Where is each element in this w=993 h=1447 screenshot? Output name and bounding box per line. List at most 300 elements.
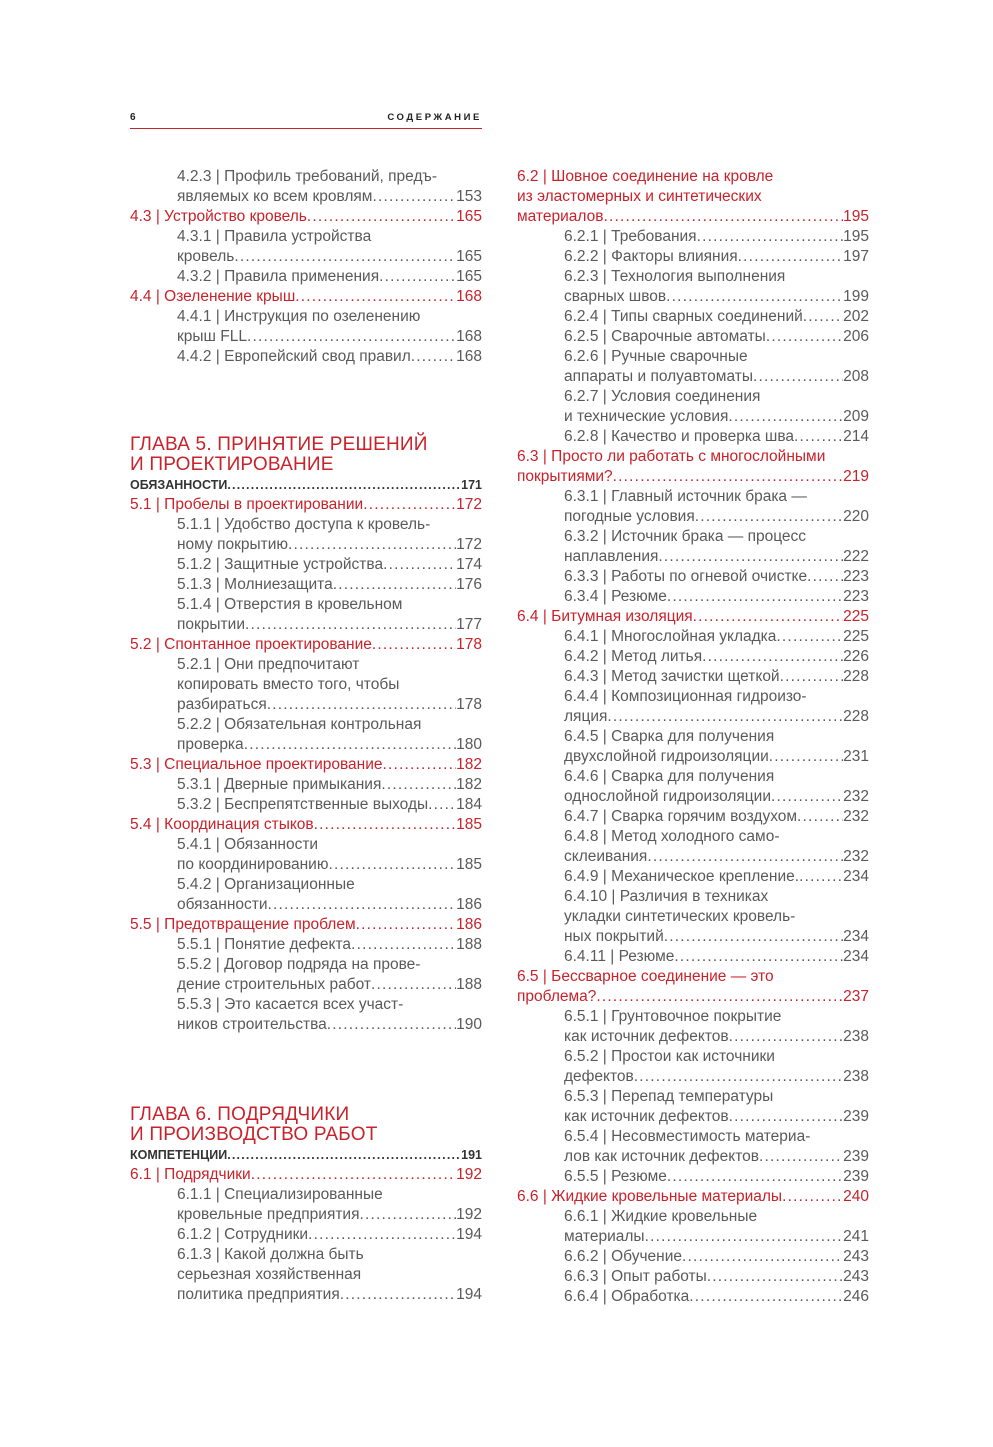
page-ref: 188 — [456, 936, 482, 953]
toc-subsection-entry[interactable] — [517, 1207, 869, 1247]
entry-title-line: 6.3.1 | Главный источник брака — — [564, 488, 807, 505]
toc-caption-entry[interactable] — [130, 475, 482, 495]
entry-title: 4.3 | Устройство кровель — [130, 208, 307, 225]
dot-leader — [697, 227, 844, 247]
toc-section-entry[interactable] — [130, 915, 482, 935]
entry-title: КОМПЕТЕНЦИИ — [130, 1148, 228, 1162]
entry-title: покрытии — [177, 616, 245, 633]
toc-block-chapter6-cont — [517, 167, 869, 1307]
entry-title: 6.3.4 | Резюме — [564, 588, 667, 605]
page-ref: 195 — [843, 228, 869, 245]
toc-subsection-entry[interactable] — [517, 1287, 869, 1307]
dot-leader — [381, 775, 456, 795]
dot-leader — [288, 535, 456, 555]
toc-subsection-entry[interactable] — [130, 795, 482, 815]
entry-title-line: 6.5 | Бессварное соединение — это — [517, 968, 774, 985]
entry-title: обязанности — [177, 896, 268, 913]
dot-leader — [314, 815, 456, 835]
entry-title-line: 5.5.2 | Договор подряда на прове- — [177, 956, 421, 973]
dot-leader — [360, 1205, 457, 1225]
dot-leader — [372, 635, 456, 655]
chapter-5-title — [130, 435, 482, 475]
entry-title-line: 6.3.2 | Источник брака — процесс — [564, 528, 807, 545]
entry-title: ляция — [564, 708, 608, 725]
entry-title-line: 6.6.1 | Жидкие кровельные — [564, 1208, 758, 1225]
page-ref: 188 — [456, 976, 482, 993]
entry-title: 6.6.2 | Обучение — [564, 1248, 682, 1265]
entry-title: 6.6 | Жидкие кровельные материалы — [517, 1188, 783, 1205]
entry-title-line: из эластомерных и синтетических — [517, 188, 762, 205]
page-ref: 243 — [843, 1248, 869, 1265]
page-ref: 165 — [456, 208, 482, 225]
dot-leader — [234, 247, 456, 267]
chapter-title-line: ГЛАВА 5. ПРИНЯТИЕ РЕШЕНИЙ — [130, 434, 428, 455]
toc-subsection-entry[interactable] — [517, 387, 869, 427]
dot-leader — [307, 207, 456, 227]
entry-title: 6.2.8 | Качество и проверка шва — [564, 428, 795, 445]
dot-leader — [759, 1147, 843, 1167]
page-ref: 228 — [843, 668, 869, 685]
page-ref: 180 — [456, 736, 482, 753]
toc-subsection-entry[interactable] — [517, 527, 869, 567]
entry-title-line: 4.2.3 | Профиль требований, предъ- — [177, 168, 438, 185]
dot-leader — [693, 607, 843, 627]
dot-leader — [771, 787, 843, 807]
page-number: 6 — [130, 112, 136, 123]
chapter-title-line: И ПРОЕКТИРОВАНИЕ — [130, 454, 334, 475]
entry-title-line: 6.5.1 | Грунтовочное покрытие — [564, 1008, 782, 1025]
chapter-title-line: И ПРОИЗВОДСТВО РАБОТ — [130, 1124, 378, 1145]
entry-title: 6.1 | Подрядчики — [130, 1166, 251, 1183]
entry-title-line: 4.3.1 | Правила устройства — [177, 228, 372, 245]
dot-leader — [308, 1225, 456, 1245]
dot-leader — [666, 287, 843, 307]
page-ref: 185 — [456, 816, 482, 833]
entry-title: крыш FLL — [177, 328, 247, 345]
toc-subsection-entry[interactable] — [130, 955, 482, 995]
page-ref: 174 — [456, 556, 482, 573]
toc-subsection-entry[interactable] — [517, 247, 869, 267]
toc-subsection-entry[interactable] — [517, 567, 869, 587]
toc-subsection-entry[interactable] — [517, 487, 869, 527]
dot-leader — [363, 495, 456, 515]
page-ref: 208 — [843, 368, 869, 385]
toc-subsection-entry[interactable] — [130, 835, 482, 875]
entry-title-line: 6.2.6 | Ручные сварочные — [564, 348, 748, 365]
toc-subsection-entry[interactable] — [517, 867, 869, 887]
dot-leader — [603, 207, 843, 227]
entry-title: 6.3.3 | Работы по огневой очистке — [564, 568, 808, 585]
page-ref: 226 — [843, 648, 869, 665]
toc-subsection-entry[interactable] — [130, 1185, 482, 1225]
page-ref: 191 — [461, 1148, 482, 1162]
page-ref: 239 — [843, 1108, 869, 1125]
dot-leader — [695, 507, 843, 527]
dot-leader — [428, 795, 456, 815]
toc-subsection-entry[interactable] — [517, 307, 869, 327]
dot-leader — [356, 915, 457, 935]
entry-title: проблема? — [517, 988, 597, 1005]
toc-subsection-entry[interactable] — [517, 227, 869, 247]
page-ref: 223 — [843, 568, 869, 585]
toc-subsection-entry[interactable] — [517, 1267, 869, 1287]
dot-leader — [766, 327, 843, 347]
page-ref: 239 — [843, 1168, 869, 1185]
page-ref: 186 — [456, 916, 482, 933]
entry-title: являемых ко всем кровлям — [177, 188, 373, 205]
page-ref: 153 — [456, 188, 482, 205]
entry-title-line: 5.5.3 | Это касается всех участ- — [177, 996, 404, 1013]
entry-title: 6.2.2 | Факторы влияния — [564, 248, 738, 265]
toc-subsection-entry[interactable] — [130, 267, 482, 287]
page-ref: 177 — [456, 616, 482, 633]
toc-subsection-entry[interactable] — [130, 1225, 482, 1245]
page-ref: 237 — [843, 988, 869, 1005]
dot-leader — [607, 707, 843, 727]
entry-title-line: копировать вместо того, чтобы — [177, 676, 400, 693]
entry-title: и технические условия — [564, 408, 729, 425]
page-ref: 190 — [456, 1016, 482, 1033]
toc-section-entry[interactable] — [517, 447, 869, 487]
toc-subsection-entry[interactable] — [130, 775, 482, 795]
entry-title: материалов — [517, 208, 604, 225]
dot-leader — [268, 895, 457, 915]
page-ref: 195 — [843, 208, 869, 225]
entry-title: наплавления — [564, 548, 659, 565]
entry-title: 6.4.7 | Сварка горячим воздухом — [564, 808, 798, 825]
dot-leader — [782, 1187, 843, 1207]
entry-title-line: серьезная хозяйственная — [177, 1266, 362, 1283]
chapter-6-title — [130, 1105, 482, 1145]
dot-leader — [689, 1287, 843, 1307]
entry-title: как источник дефектов — [564, 1108, 729, 1125]
entry-title: 5.1.3 | Молниезащита — [177, 576, 333, 593]
dot-leader — [776, 627, 843, 647]
toc-subsection-entry[interactable] — [517, 687, 869, 727]
page-ref: 232 — [843, 788, 869, 805]
dot-leader — [327, 1015, 456, 1035]
toc-subsection-entry[interactable] — [517, 1127, 869, 1167]
toc-subsection-entry[interactable] — [130, 715, 482, 755]
entry-title-line: 6.4.4 | Композиционная гидроизо- — [564, 688, 807, 705]
page-ref: 178 — [456, 636, 482, 653]
entry-title: 6.4.9 | Механическое крепление. — [564, 868, 800, 885]
entry-title: 6.2.5 | Сварочные автоматы — [564, 328, 766, 345]
page-ref: 178 — [456, 696, 482, 713]
page-ref: 171 — [461, 478, 482, 492]
entry-title: дение строительных работ — [177, 976, 371, 993]
toc-subsection-entry[interactable] — [517, 947, 869, 967]
dot-leader — [227, 1145, 461, 1165]
entry-title-line: 6.2.7 | Условия соединения — [564, 388, 761, 405]
entry-title: однослойной гидроизоляции — [564, 788, 771, 805]
entry-title: лов как источник дефектов — [564, 1148, 759, 1165]
page-ref: 223 — [843, 588, 869, 605]
toc-subsection-entry[interactable] — [130, 515, 482, 555]
entry-title-line: 6.4.8 | Метод холодного само- — [564, 828, 780, 845]
page-ref: 239 — [843, 1148, 869, 1165]
page-ref: 220 — [843, 508, 869, 525]
entry-title: как источник дефектов — [564, 1028, 729, 1045]
toc-subsection-entry[interactable] — [517, 1247, 869, 1267]
entry-title: ников строительства — [177, 1016, 327, 1033]
entry-title-line: 6.4.5 | Сварка для получения — [564, 728, 775, 745]
page-ref: 234 — [843, 928, 869, 945]
dot-leader — [379, 267, 456, 287]
entry-title-line: 6.5.4 | Несовместимость материа- — [564, 1128, 811, 1145]
page-ref: 194 — [456, 1286, 482, 1303]
dot-leader — [613, 467, 843, 487]
entry-title: 6.1.2 | Сотрудники — [177, 1226, 309, 1243]
toc-subsection-entry[interactable] — [517, 887, 869, 947]
toc-block-chapter4-tail — [130, 167, 482, 367]
entry-title: 4.3.2 | Правила применения — [177, 268, 380, 285]
page-ref: 202 — [843, 308, 869, 325]
toc-section-entry[interactable] — [130, 635, 482, 655]
entry-title-line: 6.1.3 | Какой должна быть — [177, 1246, 364, 1263]
page-ref: 238 — [843, 1028, 869, 1045]
toc-subsection-entry[interactable] — [130, 595, 482, 635]
entry-title-line: 5.1.1 | Удобство доступа к кровель- — [177, 516, 431, 533]
page-ref: 225 — [843, 628, 869, 645]
entry-title: разбираться — [177, 696, 267, 713]
dot-leader — [707, 1267, 843, 1287]
page-ref: 222 — [843, 548, 869, 565]
dot-leader — [728, 407, 843, 427]
entry-title: 6.4.2 | Метод литья — [564, 648, 703, 665]
page-ref: 246 — [843, 1288, 869, 1305]
entry-title: ОБЯЗАННОСТИ — [130, 478, 228, 492]
entry-title-line: укладки синтетических кровель- — [564, 908, 796, 925]
toc-subsection-entry[interactable] — [517, 667, 869, 687]
entry-title-line: 6.5.2 | Простои как источники — [564, 1048, 775, 1065]
toc-caption-entry[interactable] — [130, 1145, 482, 1165]
entry-title: кровель — [177, 248, 235, 265]
entry-title: 6.6.4 | Обработка — [564, 1288, 690, 1305]
dot-leader — [251, 1165, 456, 1185]
entry-title: проверка — [177, 736, 244, 753]
page-ref: 228 — [843, 708, 869, 725]
entry-title: погодные условия — [564, 508, 695, 525]
entry-title: 5.3.2 | Беспрепятственные выходы — [177, 796, 429, 813]
dot-leader — [769, 747, 843, 767]
page-ref: 165 — [456, 248, 482, 265]
entry-title: по координированию — [177, 856, 329, 873]
entry-title: ному покрытию — [177, 536, 289, 553]
toc-subsection-entry[interactable] — [517, 587, 869, 607]
entry-title: 6.4 | Битумная изоляция — [517, 608, 693, 625]
entry-title: кровельные предприятия — [177, 1206, 360, 1223]
dot-leader — [682, 1247, 843, 1267]
entry-title-line: 5.2.2 | Обязательная контрольная — [177, 716, 422, 733]
toc-subsection-entry[interactable] — [130, 655, 482, 715]
entry-title-line: 4.4.1 | Инструкция по озеленению — [177, 308, 421, 325]
page-ref: 192 — [456, 1206, 482, 1223]
page-ref: 231 — [843, 748, 869, 765]
toc-subsection-entry[interactable] — [517, 1167, 869, 1187]
toc-section-entry[interactable] — [517, 607, 869, 627]
toc-left-column — [130, 167, 482, 1305]
toc-subsection-entry[interactable] — [517, 1007, 869, 1047]
dot-leader — [780, 667, 844, 687]
entry-title: 6.6.3 | Опыт работы — [564, 1268, 707, 1285]
page-ref: 185 — [456, 856, 482, 873]
page-ref: 184 — [456, 796, 482, 813]
page-ref: 234 — [843, 868, 869, 885]
dot-leader — [634, 1067, 843, 1087]
dot-leader — [351, 935, 456, 955]
page-ref: 214 — [843, 428, 869, 445]
dot-leader — [664, 927, 843, 947]
dot-leader — [702, 647, 843, 667]
page-ref: 186 — [456, 896, 482, 913]
toc-subsection-entry[interactable] — [130, 227, 482, 267]
dot-leader — [667, 1167, 843, 1187]
page-ref: 241 — [843, 1228, 869, 1245]
dot-leader — [295, 287, 456, 307]
page-ref: 240 — [843, 1188, 869, 1205]
toc-subsection-entry[interactable] — [130, 995, 482, 1035]
dot-leader — [596, 987, 843, 1007]
toc-subsection-entry[interactable] — [130, 875, 482, 915]
page-ref: 165 — [456, 268, 482, 285]
page-ref: 232 — [843, 848, 869, 865]
dot-leader — [383, 555, 456, 575]
toc-block-chapter5 — [130, 475, 482, 1035]
dot-leader — [803, 307, 843, 327]
toc-subsection-entry[interactable] — [130, 307, 482, 347]
toc-section-entry[interactable] — [130, 1165, 482, 1185]
toc-section-entry[interactable] — [517, 1187, 869, 1207]
dot-leader — [797, 807, 843, 827]
toc-section-entry[interactable] — [130, 815, 482, 835]
page-ref: 238 — [843, 1068, 869, 1085]
page-ref: 194 — [456, 1226, 482, 1243]
toc-subsection-entry[interactable] — [517, 427, 869, 447]
page-ref: 234 — [843, 948, 869, 965]
toc-subsection-entry[interactable] — [130, 575, 482, 595]
entry-title-line: 5.2.1 | Они предпочитают — [177, 656, 360, 673]
entry-title-line: 6.4.6 | Сварка для получения — [564, 768, 775, 785]
toc-subsection-entry[interactable] — [517, 1087, 869, 1127]
toc-subsection-entry[interactable] — [517, 267, 869, 307]
entry-title: склеивания — [564, 848, 648, 865]
entry-title-line: 6.2.3 | Технология выполнения — [564, 268, 786, 285]
dot-leader — [658, 547, 843, 567]
page-ref: 192 — [456, 1166, 482, 1183]
entry-title-line: 6.2 | Шовное соединение на кровле — [517, 168, 774, 185]
entry-title: 5.1.2 | Защитные устройства — [177, 556, 384, 573]
toc-section-entry[interactable] — [130, 495, 482, 515]
entry-title: аппараты и полуавтоматы — [564, 368, 753, 385]
toc-subsection-entry[interactable] — [517, 807, 869, 827]
dot-leader — [674, 947, 843, 967]
dot-leader — [244, 735, 456, 755]
toc-subsection-entry[interactable] — [517, 767, 869, 807]
page-ref: 243 — [843, 1268, 869, 1285]
toc-subsection-entry[interactable] — [130, 935, 482, 955]
page-ref: 168 — [456, 328, 482, 345]
toc-subsection-entry[interactable] — [130, 555, 482, 575]
toc-subsection-entry[interactable] — [517, 647, 869, 667]
entry-title: 4.4.2 | Европейский свод правил — [177, 348, 411, 365]
entry-title-line: 6.1.1 | Специализированные — [177, 1186, 383, 1203]
page-ref: 182 — [456, 776, 482, 793]
toc-subsection-entry[interactable] — [130, 1245, 482, 1305]
entry-title: 5.1 | Пробелы в проектировании — [130, 496, 364, 513]
page-ref: 168 — [456, 348, 482, 365]
dot-leader — [729, 1107, 844, 1127]
entry-title: 5.2 | Спонтанное проектирование — [130, 636, 372, 653]
dot-leader — [227, 475, 461, 495]
dot-leader — [383, 755, 457, 775]
toc-subsection-entry[interactable] — [517, 727, 869, 767]
page-ref: 182 — [456, 756, 482, 773]
dot-leader — [729, 1027, 844, 1047]
dot-leader — [753, 367, 843, 387]
dot-leader — [333, 575, 456, 595]
entry-title: 5.3 | Специальное проектирование — [130, 756, 383, 773]
dot-leader — [247, 327, 456, 347]
entry-title: 5.5.1 | Понятие дефекта — [177, 936, 352, 953]
toc-section-entry[interactable] — [517, 967, 869, 1007]
toc-right-column — [517, 167, 869, 1307]
entry-title-line: 5.4.2 | Организационные — [177, 876, 355, 893]
entry-title: ных покрытий — [564, 928, 664, 945]
dot-leader — [645, 1227, 844, 1247]
toc-subsection-entry[interactable] — [517, 347, 869, 387]
toc-subsection-entry[interactable] — [517, 827, 869, 867]
entry-title-line: 6.3 | Просто ли работать с многослойными — [517, 448, 826, 465]
entry-title: дефектов — [564, 1068, 634, 1085]
entry-title-line: 5.4.1 | Обязанности — [177, 836, 319, 853]
toc-section-entry[interactable] — [130, 207, 482, 227]
toc-subsection-entry[interactable] — [130, 347, 482, 367]
dot-leader — [340, 1285, 456, 1305]
toc-section-entry[interactable] — [130, 287, 482, 307]
toc-section-entry[interactable] — [517, 167, 869, 227]
entry-title: 5.5 | Предотвращение проблем — [130, 916, 356, 933]
page-ref: 209 — [843, 408, 869, 425]
entry-title: политика предприятия — [177, 1286, 340, 1303]
toc-subsection-entry[interactable] — [517, 627, 869, 647]
toc-section-entry[interactable] — [130, 755, 482, 775]
entry-title: 4.4 | Озеленение крыш — [130, 288, 296, 305]
toc-subsection-entry[interactable] — [517, 327, 869, 347]
toc-block-chapter6 — [130, 1145, 482, 1305]
page-ref: 219 — [843, 468, 869, 485]
dot-leader — [267, 695, 456, 715]
page-ref: 199 — [843, 288, 869, 305]
entry-title: 5.3.1 | Дверные примыкания — [177, 776, 382, 793]
entry-title: 5.4 | Координация стыков — [130, 816, 314, 833]
dot-leader — [738, 247, 843, 267]
entry-title: 6.4.1 | Многослойная укладка — [564, 628, 777, 645]
page-ref: 172 — [456, 496, 482, 513]
dot-leader — [372, 187, 456, 207]
dot-leader — [328, 855, 456, 875]
entry-title-line: 5.1.4 | Отверстия в кровельном — [177, 596, 403, 613]
page-ref: 206 — [843, 328, 869, 345]
page-ref: 197 — [843, 248, 869, 265]
page-ref: 176 — [456, 576, 482, 593]
dot-leader — [807, 567, 843, 587]
entry-title-line: 6.4.10 | Различия в техниках — [564, 888, 769, 905]
dot-leader — [794, 427, 843, 447]
entry-title: материалы — [564, 1228, 645, 1245]
toc-subsection-entry[interactable] — [517, 1047, 869, 1087]
toc-subsection-entry[interactable] — [130, 167, 482, 207]
